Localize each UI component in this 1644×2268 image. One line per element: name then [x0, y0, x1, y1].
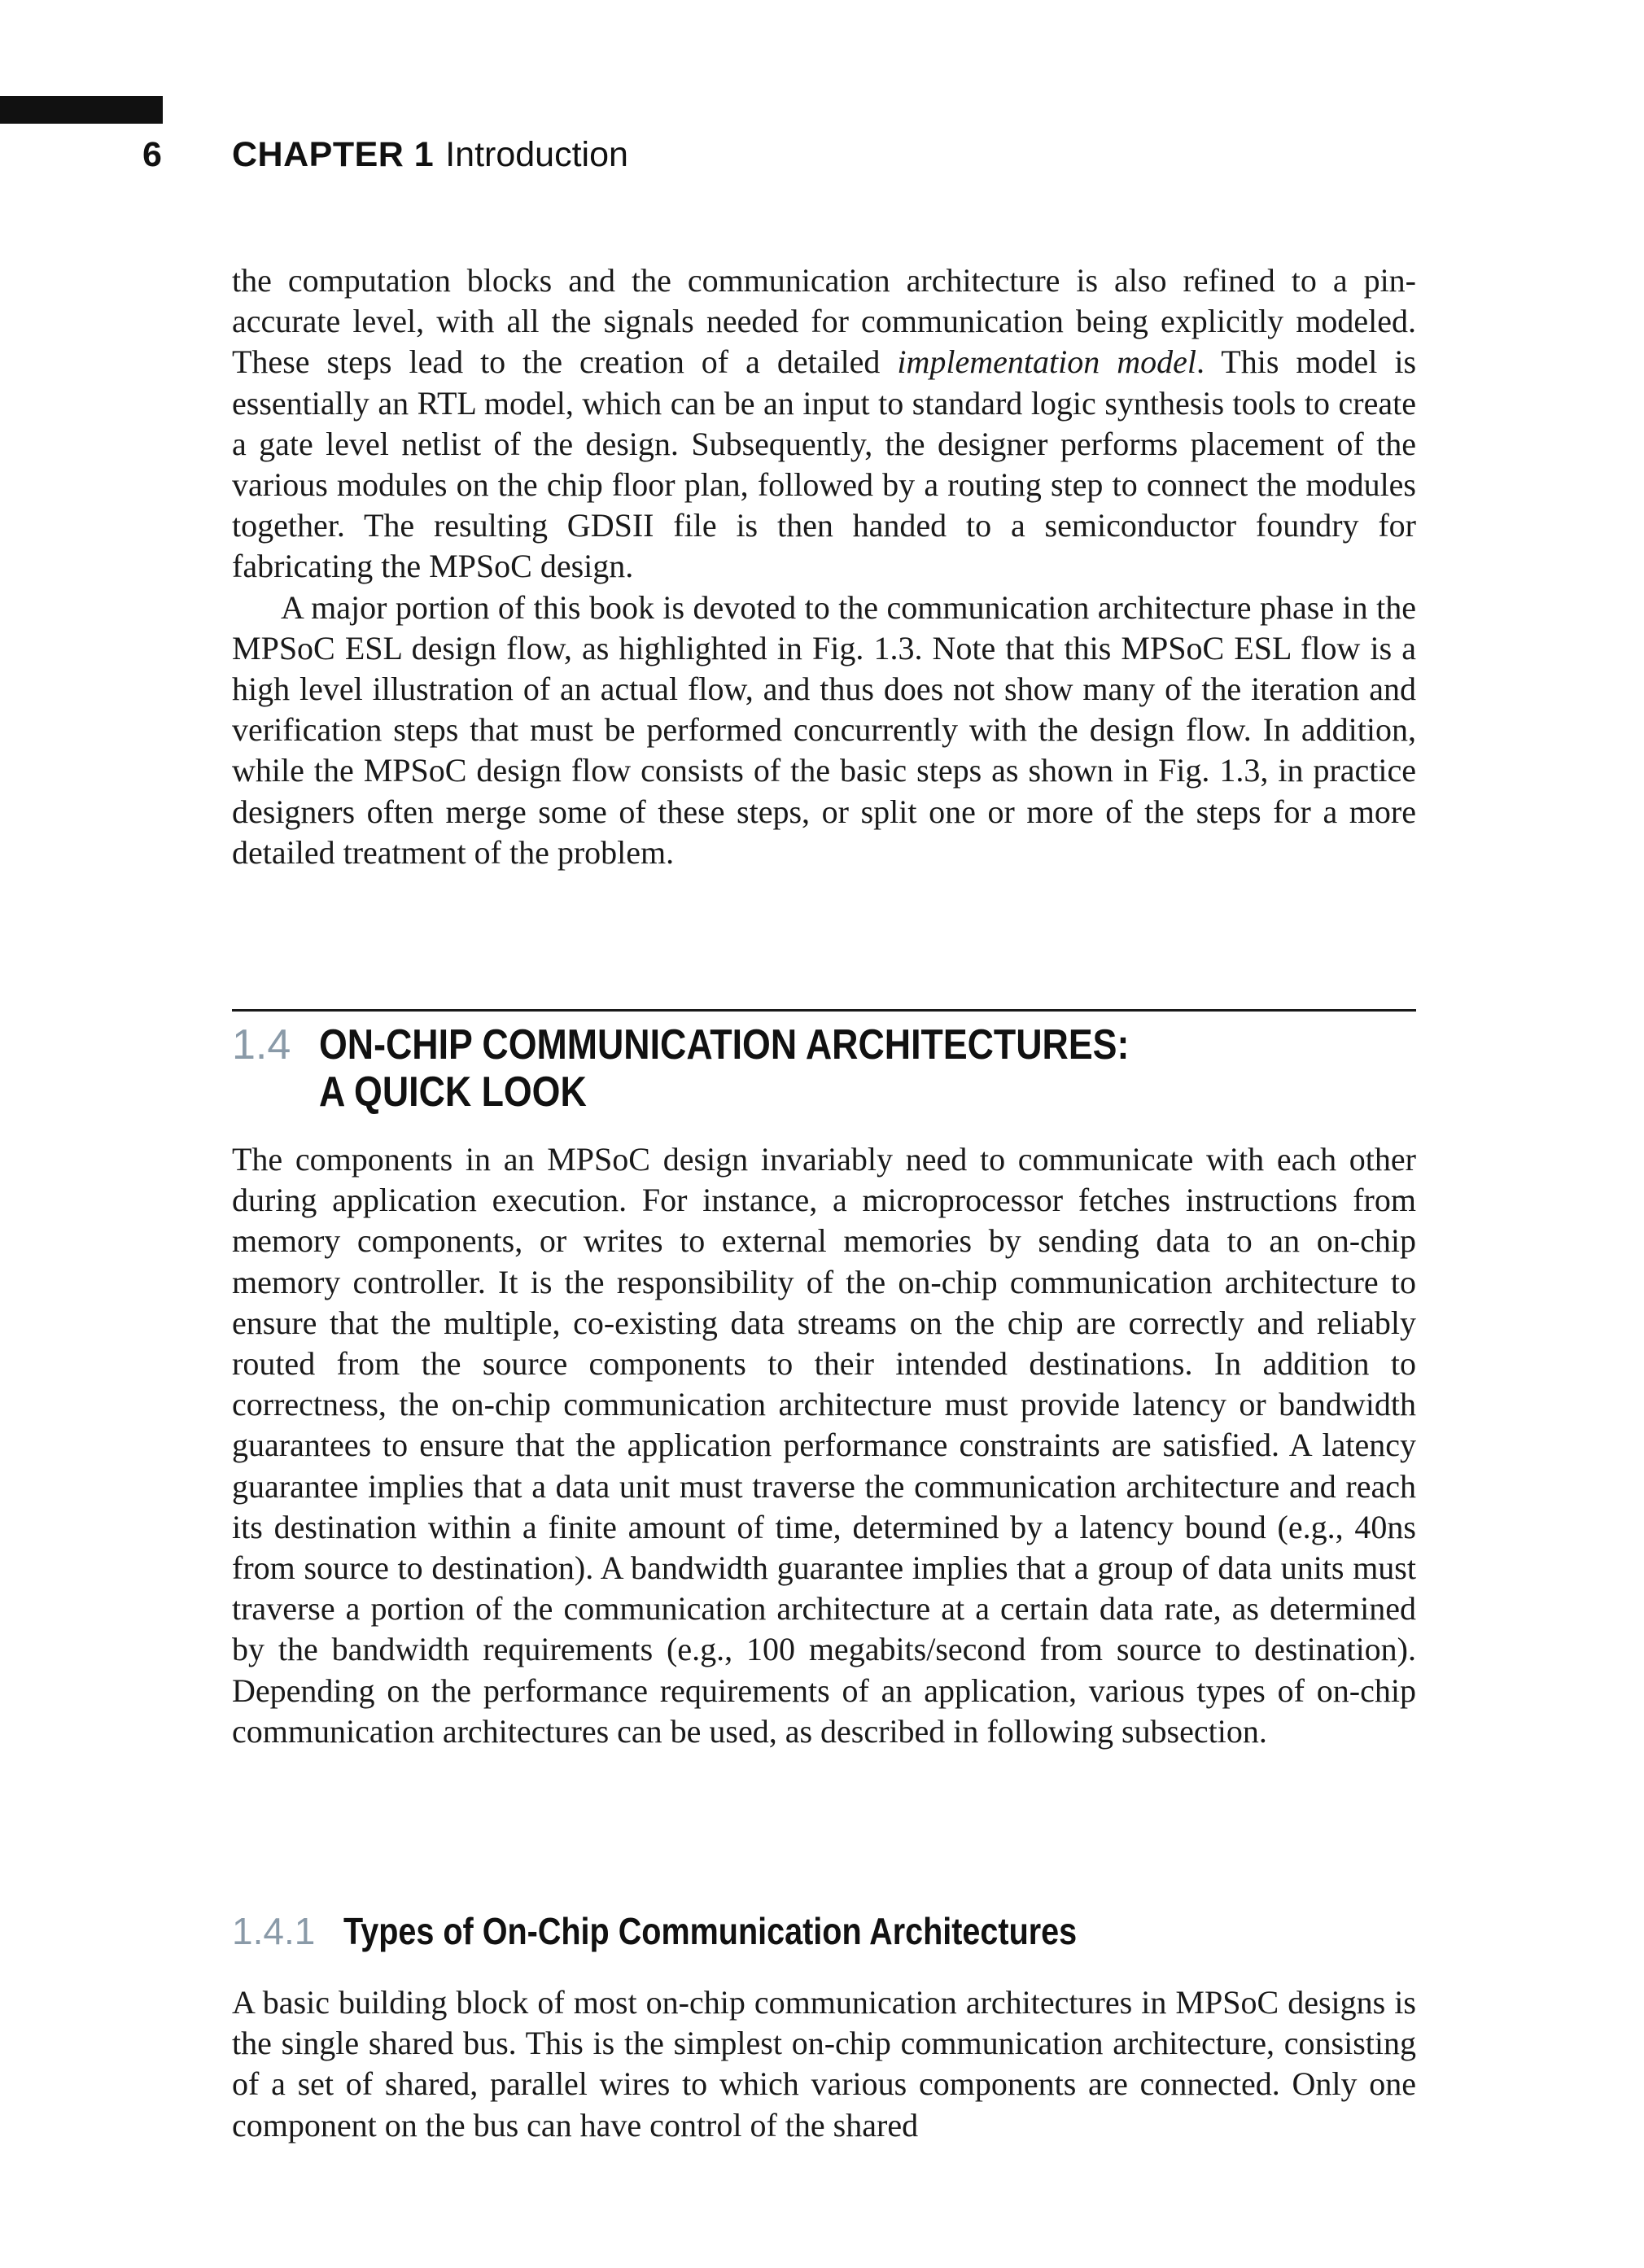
- running-head: [142, 135, 628, 187]
- chapter-edge-tab: [0, 96, 163, 124]
- section-title-line-2: A QUICK LOOK: [319, 1068, 587, 1116]
- chapter-title: Introduction: [445, 135, 628, 174]
- paragraph-1-text-after: . This model is essentially an RTL model, which can be an input to standard logic synthesis tools to create a gate level netlist of the design. Subsequently, the designer performs placement of the various modules on the chip floor plan, followed by a routing step to connect the modules together. The resulting GDSII file is then handed to a semiconductor foundry for fabricating the MPSoC design.: [232, 343, 1417, 585]
- paragraph-1: [232, 260, 1416, 588]
- paragraph-3: The components in an MPSoC design invariably need to communicate with each other during application execution. For instance, a microprocessor fetches instructions from memory components, or writes to external memories by sending data to an on-chip memory controller. It is the responsibility of the on-chip communication architecture to ensure that the multiple, co-existing data streams on the chip are correctly and reliably routed from the source components to their intended destinations. In addition to correctness, the on-chip communication architecture must provide latency or bandwidth guarantees to ensure that the application performance constraints are satisfied. A latency guarantee implies that a data unit must traverse the communication architecture and reach its destination within a finite amount of time, determined by a latency bound (e.g., 40ns from source to destination). A bandwidth guarantee implies that a group of data units must traverse a portion of the communication architecture at a certain data rate, as determined by the bandwidth requirements (e.g., 100 megabits/second from source to destination). Depending on the performance requirements of an application, various types of on-chip communication architectures can be used, as described in following subsection.: [232, 1141, 1416, 1750]
- subsection-heading: [232, 1908, 1196, 1954]
- paragraph-1-text-before: the computation blocks and the communication architecture is also refined to a pin-accurate level, with all the signals needed for communication being explicitly modeled. These steps lead to the creation of a detailed: [232, 262, 1416, 381]
- paragraph-1-emphasis: implementation model: [897, 343, 1197, 381]
- paragraph-4: A basic building block of most on-chip communication architectures in MPSoC designs is the single shared bus. This is the simplest on-chip communication architecture, consisting of a set of shared, parallel wires to which various components are connected. Only one component on the bus can have control of the shared: [232, 1984, 1416, 2143]
- body-text-block-3: [232, 1982, 1416, 2146]
- section-rule: [232, 1009, 1416, 1012]
- chapter-label: CHAPTER 1: [232, 135, 435, 174]
- page-number: 6: [142, 135, 162, 174]
- subsection-title: Types of On-Chip Communication Architectures: [343, 1910, 1078, 1952]
- section-title: [319, 1021, 1129, 1116]
- section-heading: [232, 1021, 1261, 1116]
- section-title-line-1: ON-CHIP COMMUNICATION ARCHITECTURES:: [319, 1021, 1130, 1068]
- section-number: 1.4: [232, 1021, 291, 1068]
- paragraph-2: A major portion of this book is devoted to the communication architecture phase in the MPSoC ESL design flow, as highlighted in Fig. 1.3. Note that this MPSoC ESL flow is a high level illustration of an actual flow, and thus does not show many of the iteration and verification steps that must be performed concurrently with the design flow. In addition, while the MPSoC design flow consists of the basic steps as shown in Fig. 1.3, in practice designers often merge some of these steps, or split one or more of the steps for a more detailed treatment of the problem.: [232, 588, 1416, 871]
- body-text-block-2: [232, 1139, 1416, 1752]
- body-text-block-1: [232, 260, 1416, 873]
- subsection-number: 1.4.1: [232, 1910, 316, 1952]
